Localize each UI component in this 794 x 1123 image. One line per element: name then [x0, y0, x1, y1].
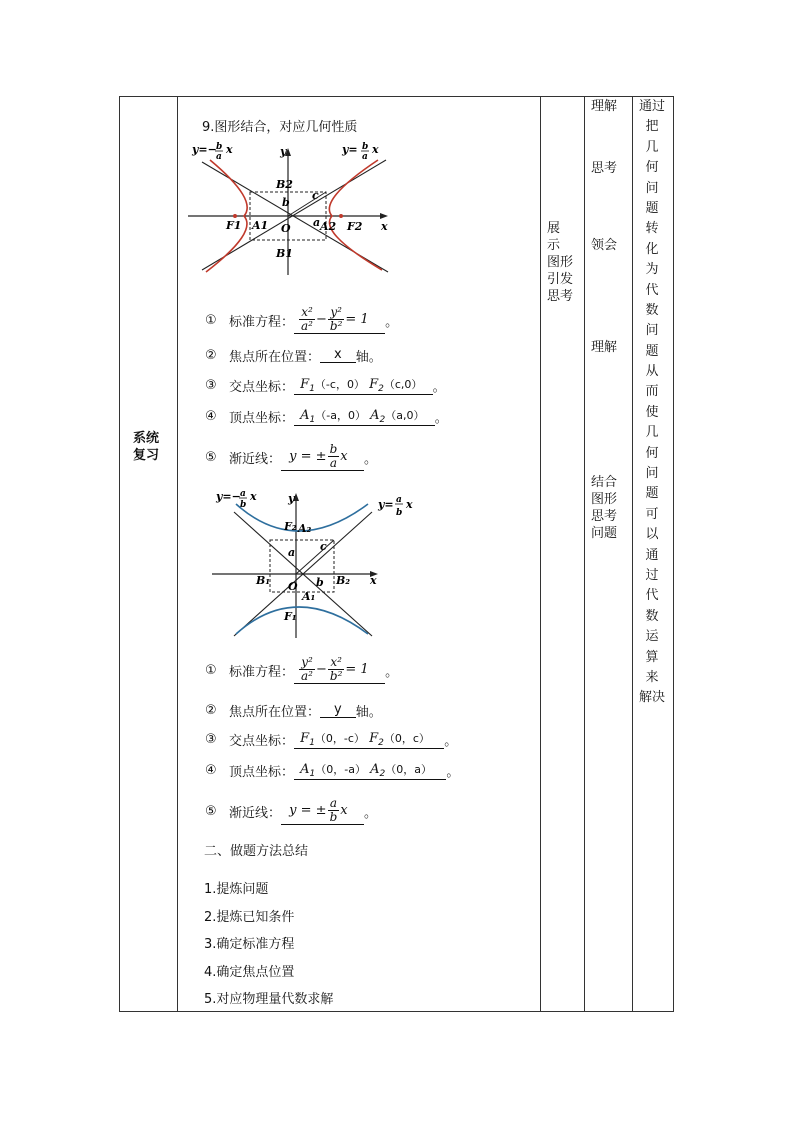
std-eq-label: 标准方程：	[229, 314, 295, 330]
intent-line: 而	[645, 384, 659, 400]
section-label-line: 系统	[133, 431, 160, 446]
teacher-line: 展	[547, 221, 561, 236]
method-item: 3.确定标准方程	[204, 937, 295, 952]
item-number: ⑤	[205, 803, 217, 819]
asym-label: 渐近线：	[229, 451, 282, 467]
asym-left-den: b	[240, 500, 247, 510]
method-item: 4.确定焦点位置	[204, 964, 295, 980]
label-b1: B1	[276, 247, 293, 260]
intent-line: 运	[645, 629, 659, 645]
asym-left-num: b	[216, 142, 223, 152]
intent-line: 算	[645, 649, 659, 665]
asym-left-den: a	[216, 152, 222, 162]
intent-line: 化	[645, 241, 659, 257]
period: 。	[385, 314, 399, 330]
teacher-line: 示	[547, 238, 561, 253]
intent-line: 可	[645, 506, 659, 522]
label-y: y	[280, 145, 287, 158]
intersect-label: 交点坐标：	[229, 733, 295, 749]
intent-line: 为	[645, 262, 659, 278]
svg-text:x: x	[226, 143, 233, 156]
student-activity	[591, 474, 617, 542]
asymptote-right	[202, 160, 386, 270]
svg-text:F₂: F₂	[284, 520, 297, 533]
asym-right-den: b	[396, 508, 403, 518]
vertex-answer: $A_1(0$，-a） $A_2(0$，a）	[294, 761, 446, 780]
vertex-label: 顶点坐标：	[229, 410, 295, 426]
std-eq-answer: $\frac{\text{x²}}{\text{a²}}$ − $\frac{\text{y²}}{\text{b²}}$ = 1	[294, 306, 385, 334]
intent-line: 题	[645, 200, 659, 216]
hyperbola-figure-x	[188, 140, 398, 275]
asym-label: 渐近线：	[229, 805, 282, 821]
intent-line: 从	[645, 364, 659, 380]
intent-line: 代	[645, 588, 659, 604]
intersect-label: 交点坐标：	[229, 379, 295, 395]
label-a2: A2	[320, 220, 337, 233]
label-f2: F2	[347, 220, 363, 233]
method-item: 1.提炼问题	[204, 882, 269, 897]
asym-right-den: a	[362, 152, 368, 162]
intersection-row-2	[205, 729, 457, 749]
intent-line: 使	[645, 404, 659, 420]
period: 。	[364, 805, 378, 821]
period: 。	[364, 451, 378, 467]
focus-row	[205, 345, 382, 365]
teacher-line: 思考	[547, 289, 574, 304]
student-line: 结合	[591, 475, 618, 490]
asym-right-label: y=	[378, 498, 394, 511]
asym-right-num: a	[396, 495, 402, 505]
period: 。	[432, 379, 446, 395]
intent-line: 来	[645, 669, 659, 685]
intent-line: 过	[645, 567, 659, 583]
col-divider	[632, 97, 633, 1011]
col-divider	[540, 97, 541, 1011]
intent-line: 几	[645, 139, 659, 155]
focus-label: 焦点所在位置：	[229, 704, 321, 720]
focus-f1	[233, 214, 237, 218]
std-eq-answer: $\frac{\text{y²}}{\text{a²}}$ − $\frac{\text{x²}}{\text{b²}}$ = 1	[294, 656, 385, 684]
asym-left-label: y=−	[192, 143, 217, 156]
method-list	[204, 876, 333, 1014]
vertex-row	[205, 406, 448, 426]
svg-text:c: c	[320, 540, 327, 553]
focus-tail: 轴。	[355, 704, 382, 720]
label-o: O	[281, 222, 291, 235]
intent-line: 几	[645, 425, 659, 441]
focus-tail: 轴。	[355, 349, 382, 365]
asym-left-label: y=−	[216, 490, 241, 503]
method-heading: 二、做题方法总结	[204, 844, 309, 859]
intersect-answer: $F_1(-c$，0） $F_2(c,0)$	[294, 376, 433, 395]
student-activity: 领会	[591, 238, 618, 253]
svg-text:b: b	[316, 576, 324, 589]
svg-text:x: x	[250, 490, 257, 503]
intent-line: 题	[645, 486, 659, 502]
std-equation-row-2	[205, 650, 398, 690]
std-equation-row	[205, 300, 398, 340]
intent-line: 通	[645, 547, 659, 563]
label-f1: F1	[226, 219, 242, 232]
item-number: ⑤	[205, 449, 217, 465]
student-activity: 理解	[591, 340, 618, 355]
student-line: 问题	[591, 526, 618, 541]
student-activity: 理解	[591, 99, 618, 114]
c-segment	[296, 540, 334, 574]
label-c: c	[312, 189, 319, 202]
vertex-label: 顶点坐标：	[229, 764, 295, 780]
intent-line: 问	[645, 466, 659, 482]
svg-text:y: y	[288, 492, 295, 505]
c-segment	[288, 192, 326, 216]
period: 。	[434, 410, 448, 426]
asymptote-row	[205, 437, 377, 477]
intent-line: 问	[645, 323, 659, 339]
method-item: 5.对应物理量代数求解	[204, 992, 334, 1007]
x-axis-arrow-icon	[380, 213, 388, 219]
intent-line: 转	[645, 221, 659, 237]
vertex-row-2	[205, 760, 459, 780]
intent-line: 数	[645, 302, 659, 318]
col-divider	[177, 97, 178, 1011]
lower-branch	[236, 607, 368, 634]
intent-line: 把	[645, 119, 659, 135]
intent-line: 以	[645, 527, 659, 543]
intent-line: 何	[645, 445, 659, 461]
focus-label: 焦点所在位置：	[229, 349, 321, 365]
label-x: x	[381, 220, 388, 233]
focus-row-2	[205, 700, 382, 720]
section-label-line: 复习	[133, 448, 160, 463]
design-intent	[634, 99, 670, 711]
asym-answer: y = ± $\frac{a}{b}$ x	[281, 797, 364, 825]
period: 。	[444, 733, 458, 749]
label-b: b	[282, 196, 290, 209]
focus-f2	[339, 214, 343, 218]
asym-answer: y = ± $\frac{b}{a}$ x	[281, 443, 364, 471]
item-number: ②	[205, 702, 217, 718]
focus-value: y	[320, 702, 356, 718]
item-number: ①	[205, 662, 217, 678]
svg-text:A₁: A₁	[302, 590, 316, 603]
eq-tail: = 1	[345, 312, 369, 327]
intent-line: 代	[645, 282, 659, 298]
student-line: 思考	[591, 509, 618, 524]
label-a1: A1	[252, 219, 269, 232]
teacher-line: 图形	[547, 255, 574, 270]
item-number: ①	[205, 312, 217, 328]
intent-line: 题	[645, 343, 659, 359]
asym-left-num: a	[240, 489, 246, 499]
period: 。	[385, 664, 399, 680]
svg-text:A₂: A₂	[298, 522, 312, 535]
item-number: ②	[205, 347, 217, 363]
asym-right-label: y=	[342, 143, 358, 156]
std-eq-label: 标准方程：	[229, 664, 295, 680]
teacher-activity	[547, 220, 573, 305]
asym-right-num: b	[362, 142, 369, 152]
label-a: a	[313, 216, 321, 229]
svg-text:O: O	[288, 580, 298, 593]
teacher-line: 引发	[547, 272, 574, 287]
intersection-row	[205, 375, 446, 395]
hyperbola-figure-y	[212, 488, 422, 638]
svg-text:x: x	[370, 574, 377, 587]
svg-text:x: x	[372, 143, 379, 156]
svg-text:B₁: B₁	[256, 574, 271, 587]
intent-line: 何	[645, 160, 659, 176]
heading-geometry: 9.图形结合，对应几何性质	[202, 120, 358, 135]
student-line: 图形	[591, 492, 618, 507]
item-number: ③	[205, 731, 217, 747]
intent-line: 解决	[638, 690, 665, 706]
student-activity: 思考	[591, 161, 618, 176]
method-item: 2.提炼已知条件	[204, 909, 295, 925]
intersect-answer: $F_1(0$，-c） $F_2(0$，c）	[294, 730, 444, 749]
item-number: ③	[205, 377, 217, 393]
svg-text:B₂: B₂	[336, 574, 351, 587]
vertex-answer: $A_1(-a$，0） $A_2(a,0)$	[294, 407, 435, 426]
item-number: ④	[205, 762, 217, 778]
asymptote-row-2	[205, 791, 377, 831]
label-b2: B2	[276, 178, 293, 191]
svg-text:a: a	[288, 546, 296, 559]
svg-text:F₁: F₁	[284, 610, 297, 623]
intent-line: 数	[645, 608, 659, 624]
item-number: ④	[205, 408, 217, 424]
col-divider	[584, 97, 585, 1011]
intent-line: 问	[645, 180, 659, 196]
period: 。	[446, 764, 460, 780]
svg-text:x: x	[406, 498, 413, 511]
focus-value: x	[320, 347, 356, 363]
right-branch	[329, 160, 382, 270]
section-label	[133, 430, 159, 464]
intent-line: 通过	[638, 99, 665, 114]
